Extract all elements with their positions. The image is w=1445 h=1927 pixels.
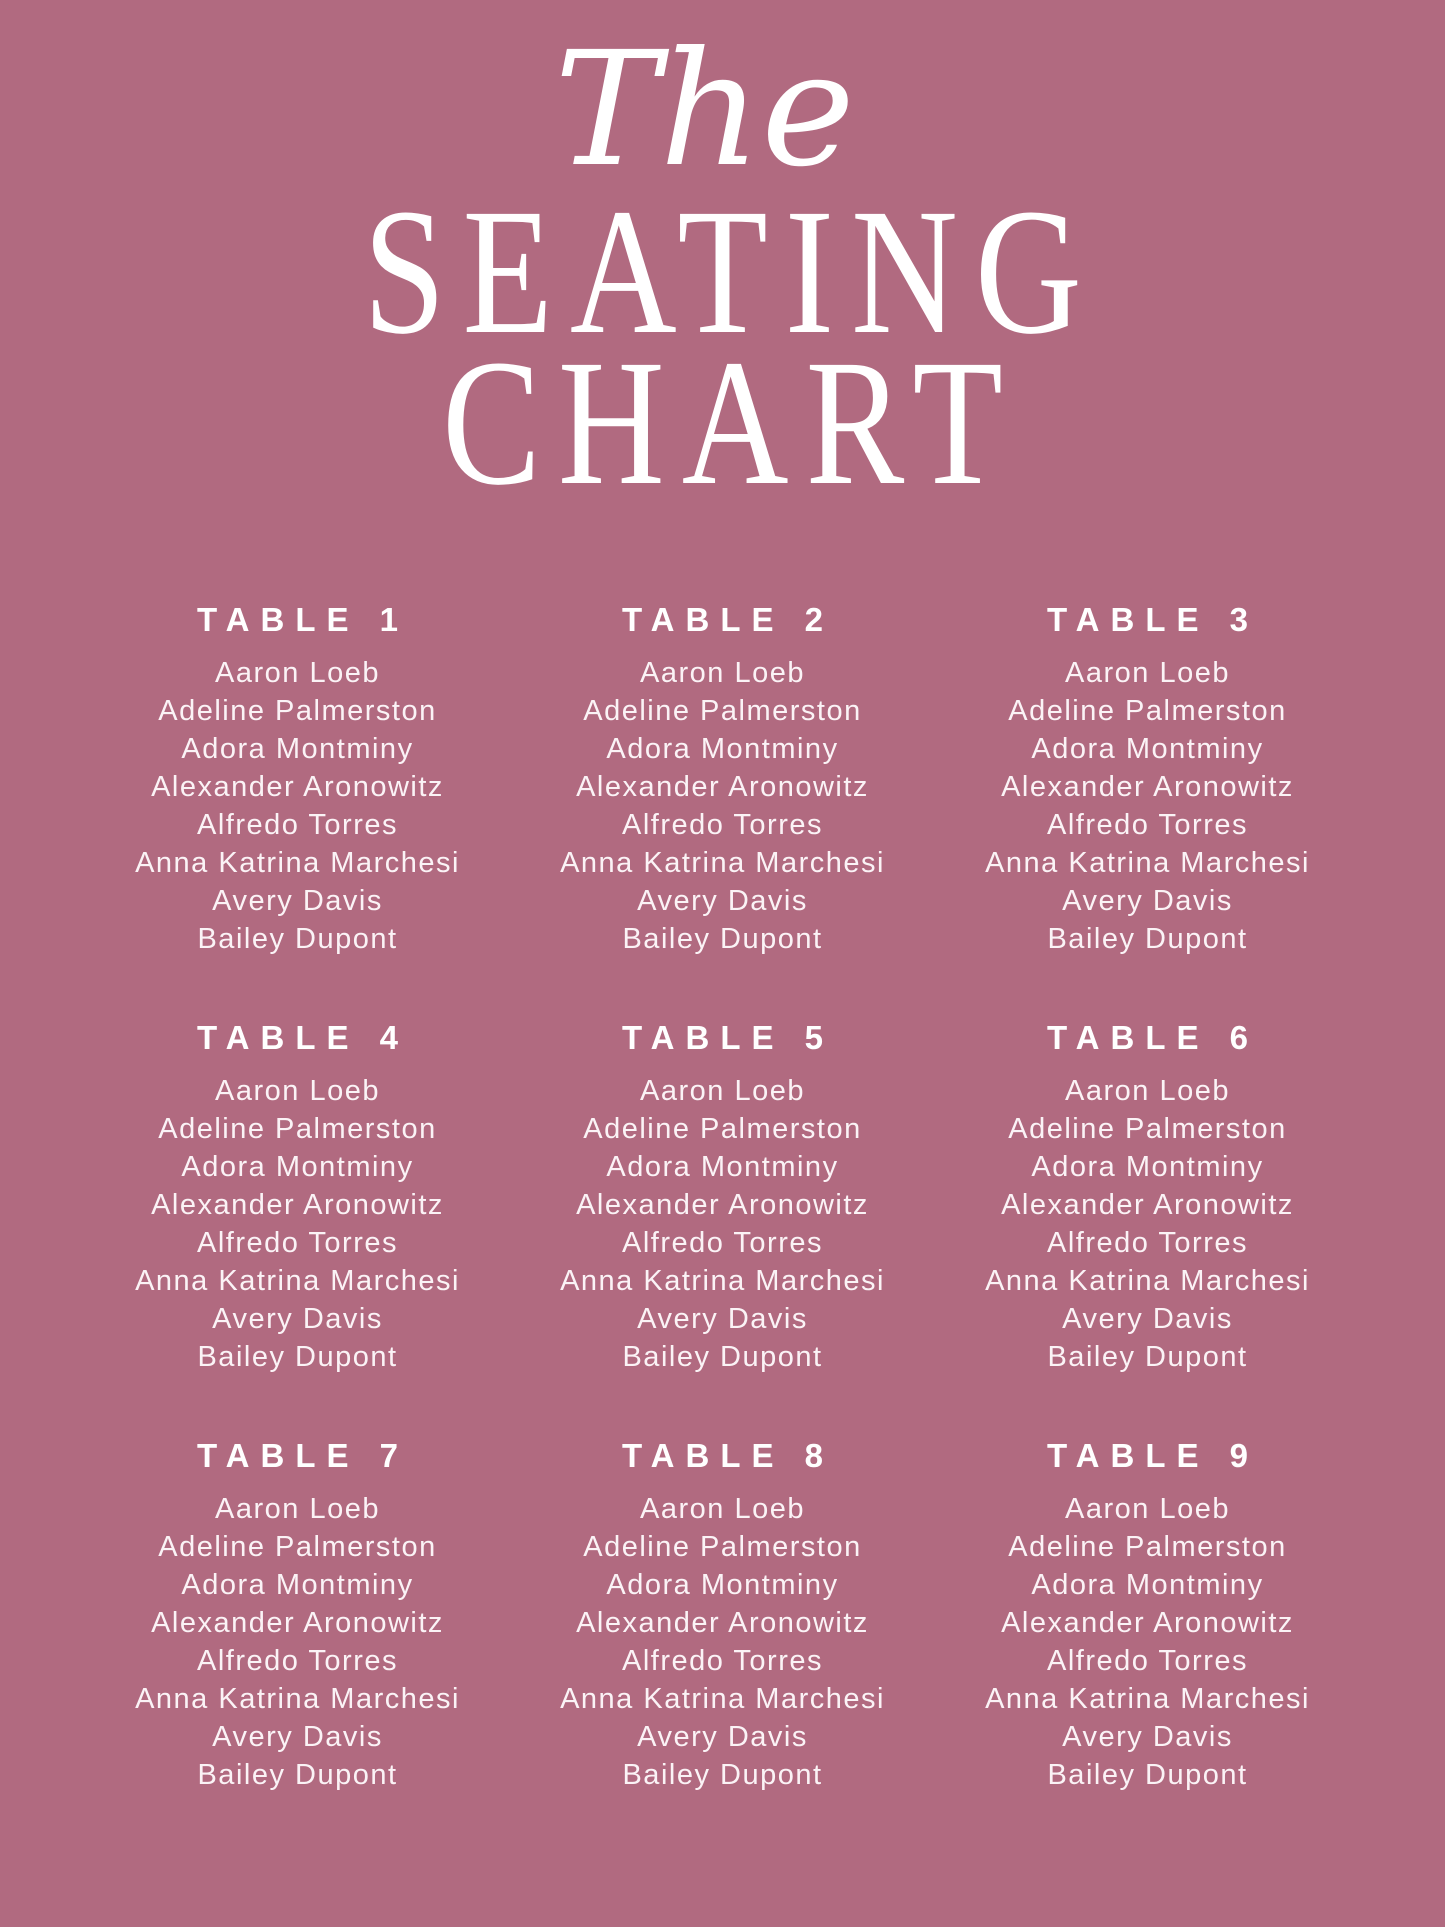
table-label: TABLE 2 — [621, 601, 835, 638]
table-block — [935, 1436, 1360, 1854]
guest-name: Avery Davis — [637, 1303, 808, 1335]
guest-name: Anna Katrina Marchesi — [560, 847, 885, 879]
guest-name: Alexander Aronowitz — [151, 1189, 444, 1221]
guest-name: Alfredo Torres — [1047, 809, 1248, 841]
guest-name: Adeline Palmerston — [158, 1113, 437, 1145]
guest-name: Bailey Dupont — [1047, 1341, 1248, 1373]
guest-name: Alexander Aronowitz — [151, 771, 444, 803]
guest-name: Avery Davis — [212, 1721, 383, 1753]
guest-name: Avery Davis — [637, 885, 808, 917]
guest-name: Bailey Dupont — [197, 1759, 398, 1791]
guest-name: Avery Davis — [212, 1303, 383, 1335]
guest-name: Anna Katrina Marchesi — [560, 1683, 885, 1715]
guest-name: Adora Montminy — [181, 733, 414, 765]
guest-name: Adora Montminy — [181, 1151, 414, 1183]
guest-name: Avery Davis — [1062, 1721, 1233, 1753]
guest-name: Aaron Loeb — [1065, 1493, 1230, 1525]
guest-name: Adora Montminy — [1031, 1151, 1264, 1183]
guest-name: Bailey Dupont — [1047, 923, 1248, 955]
guest-name: Alexander Aronowitz — [576, 1607, 869, 1639]
guest-name: Anna Katrina Marchesi — [985, 847, 1310, 879]
table-names-list — [935, 1490, 1360, 1794]
guest-name: Bailey Dupont — [1047, 1759, 1248, 1791]
guest-name: Alfredo Torres — [622, 1645, 823, 1677]
guest-name: Avery Davis — [637, 1721, 808, 1753]
table-block — [510, 600, 935, 1018]
table-label: TABLE 6 — [1046, 1019, 1260, 1056]
guest-name: Alfredo Torres — [197, 809, 398, 841]
guest-name: Alfredo Torres — [197, 1645, 398, 1677]
table-names-list — [85, 654, 510, 958]
guest-name: Alexander Aronowitz — [1001, 1189, 1294, 1221]
guest-name: Alexander Aronowitz — [576, 771, 869, 803]
guest-name: Adora Montminy — [1031, 733, 1264, 765]
guest-name: Bailey Dupont — [622, 923, 823, 955]
table-block — [85, 1018, 510, 1436]
guest-name: Aaron Loeb — [640, 657, 805, 689]
table-names-list — [510, 1072, 935, 1376]
guest-name: Adeline Palmerston — [158, 1531, 437, 1563]
guest-name: Alfredo Torres — [622, 809, 823, 841]
table-block — [510, 1018, 935, 1436]
guest-name: Aaron Loeb — [1065, 1075, 1230, 1107]
table-label: TABLE 5 — [621, 1019, 835, 1056]
table-label: TABLE 4 — [196, 1019, 410, 1056]
table-label: TABLE 9 — [1046, 1437, 1260, 1474]
table-names-list — [510, 1490, 935, 1794]
guest-name: Aaron Loeb — [1065, 657, 1230, 689]
tables-grid — [85, 600, 1360, 1854]
guest-name: Anna Katrina Marchesi — [560, 1265, 885, 1297]
guest-name: Aaron Loeb — [640, 1075, 805, 1107]
guest-name: Anna Katrina Marchesi — [135, 847, 460, 879]
guest-name: Anna Katrina Marchesi — [135, 1265, 460, 1297]
guest-name: Aaron Loeb — [215, 1075, 380, 1107]
table-names-list — [510, 654, 935, 958]
guest-name: Adeline Palmerston — [1008, 695, 1287, 727]
table-names-list — [85, 1072, 510, 1376]
table-names-list — [85, 1490, 510, 1794]
table-block — [935, 600, 1360, 1018]
guest-name: Avery Davis — [1062, 885, 1233, 917]
guest-name: Avery Davis — [1062, 1303, 1233, 1335]
table-names-list — [935, 1072, 1360, 1376]
guest-name: Adeline Palmerston — [1008, 1113, 1287, 1145]
guest-name: Adeline Palmerston — [583, 1113, 862, 1145]
guest-name: Adora Montminy — [606, 733, 839, 765]
table-block — [935, 1018, 1360, 1436]
table-label: TABLE 3 — [1046, 601, 1260, 638]
guest-name: Adora Montminy — [181, 1569, 414, 1601]
table-block — [510, 1436, 935, 1854]
table-label: TABLE 7 — [196, 1437, 410, 1474]
table-label: TABLE 8 — [621, 1437, 835, 1474]
guest-name: Adeline Palmerston — [1008, 1531, 1287, 1563]
guest-name: Aaron Loeb — [640, 1493, 805, 1525]
guest-name: Bailey Dupont — [197, 1341, 398, 1373]
guest-name: Alexander Aronowitz — [151, 1607, 444, 1639]
guest-name: Adeline Palmerston — [158, 695, 437, 727]
table-block — [85, 1436, 510, 1854]
guest-name: Adora Montminy — [606, 1151, 839, 1183]
guest-name: Alexander Aronowitz — [1001, 1607, 1294, 1639]
guest-name: Adeline Palmerston — [583, 695, 862, 727]
title-script-word: The — [554, 18, 855, 202]
guest-name: Alfredo Torres — [622, 1227, 823, 1259]
guest-name: Adora Montminy — [1031, 1569, 1264, 1601]
table-names-list — [935, 654, 1360, 958]
guest-name: Bailey Dupont — [622, 1759, 823, 1791]
guest-name: Adeline Palmerston — [583, 1531, 862, 1563]
guest-name: Anna Katrina Marchesi — [985, 1265, 1310, 1297]
guest-name: Bailey Dupont — [197, 923, 398, 955]
guest-name: Alfredo Torres — [1047, 1227, 1248, 1259]
guest-name: Anna Katrina Marchesi — [135, 1683, 460, 1715]
table-block — [85, 600, 510, 1018]
guest-name: Alfredo Torres — [197, 1227, 398, 1259]
table-label: TABLE 1 — [196, 601, 410, 638]
guest-name: Aaron Loeb — [215, 657, 380, 689]
guest-name: Anna Katrina Marchesi — [985, 1683, 1310, 1715]
title-line-chart: CHART — [442, 323, 1020, 524]
title-line-seating: SEATING — [363, 172, 1099, 373]
guest-name: Bailey Dupont — [622, 1341, 823, 1373]
guest-name: Avery Davis — [212, 885, 383, 917]
guest-name: Alexander Aronowitz — [576, 1189, 869, 1221]
guest-name: Adora Montminy — [606, 1569, 839, 1601]
guest-name: Alexander Aronowitz — [1001, 771, 1294, 803]
guest-name: Aaron Loeb — [215, 1493, 380, 1525]
guest-name: Alfredo Torres — [1047, 1645, 1248, 1677]
